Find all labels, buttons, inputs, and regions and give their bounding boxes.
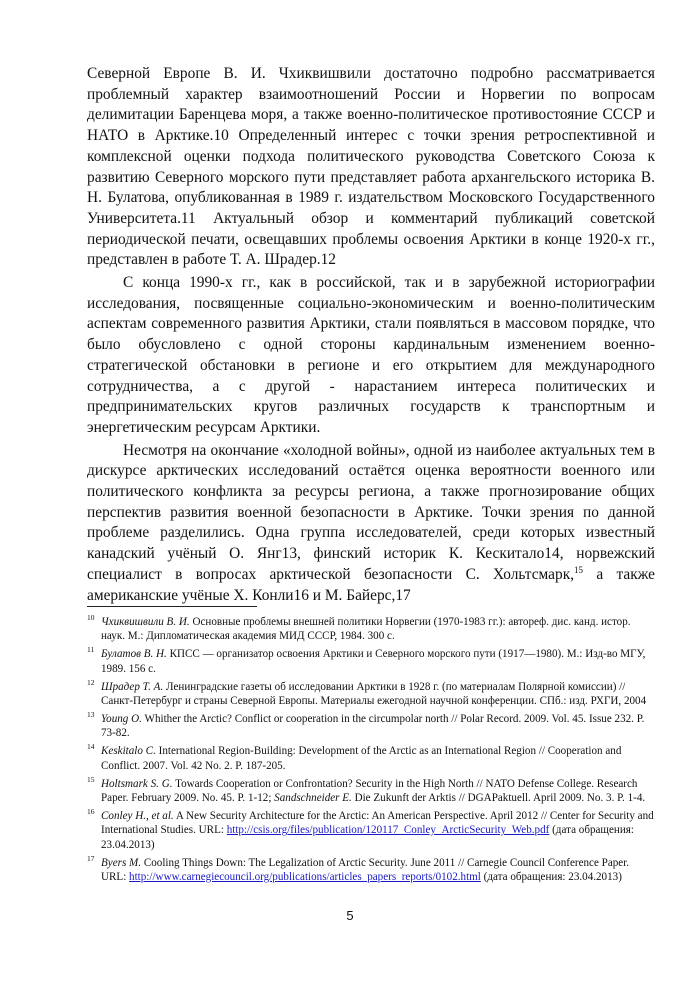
footnote-number: 12	[87, 677, 95, 687]
footnote-access-date: (дата обращения: 23.04.2013)	[480, 871, 622, 883]
footnote-text: Основные проблемы внешней политики Норвегии (1970-1983 гг.): автореф. дис. канд. истор. наук. М.: Дипломатическая академия МИД СССР, 1984. 300 с.	[101, 616, 631, 643]
footnote-text: Die Zukunft der Arktis // DGAPaktuell. April 2009. No. 3. P. 1-4.	[351, 791, 646, 804]
paragraph-1	[87, 64, 655, 271]
footnote-text: A New Security Architecture for the Arctic: An American Perspective. April 2012 // Center for Security and International Studies. URL:	[101, 809, 654, 837]
paragraph-2	[87, 273, 655, 439]
footnote	[87, 853, 655, 885]
footnote-access-date: (дата обращения: 23.04.2013)	[101, 824, 634, 851]
footnote-url-link[interactable]: http://csis.org/files/publication/120117_Conley_ArcticSecurity_Web.pdf	[226, 824, 550, 837]
paragraph-3	[87, 441, 655, 607]
footnote-text: Towards Cooperation or Confrontation? Security in the High North // NATO Defense College. Research Paper. February 2009. No. 45. P. 1-12;	[101, 777, 638, 804]
footnote	[87, 774, 655, 806]
footnote-number: 10	[87, 613, 95, 622]
footnote-author: Conley H., et al.	[101, 809, 174, 822]
paragraph-text: Северной Европе В. И. Чхиквишвили достаточно подробно рассматривается проблемный характер взаимоотношений России и Норвегии по вопросам делимитации Баренцева моря, а также военно-политическое противостояние СССР и НАТО в Арктике.10 Определенный интерес с точки зрения ретроспективной и комплексной оценки подхода политического руководства Советского Союза к развитию Северного морского пути представляет работа архангельского историка В. Н. Булатова, опубликованная в 1989 г. издательством Московского Государственного Университета.11 Актуальный обзор и комментарий публикаций советской периодической печати, освещавших проблемы освоения Арктики в конце 1920-х гг., представлен в работе Т. А. Шрадер.12	[87, 65, 655, 269]
footnote-author: Sandschneider E.	[274, 791, 352, 804]
footnote-number: 16	[87, 806, 95, 816]
footnote-author: Byers M.	[101, 856, 142, 869]
footnote-text: International Region-Building: Development of the Arctic as an International Region // Cooperation and Conflict. 2007. Vol. 42 No. 2. P. 187-205.	[101, 745, 622, 772]
paragraph-text: а также американские учёные Х. Конли16 и М. Байерс,17	[87, 565, 656, 604]
footnote-author: Булатов В. Н.	[101, 648, 167, 661]
footnote-author: Чхиквишвили В. И.	[101, 616, 190, 628]
footnote-number: 17	[87, 853, 95, 863]
footnote-ref: 15	[574, 564, 584, 575]
footnote-author: Holtsmark S. G.	[101, 777, 173, 790]
paragraph-text: Несмотря на окончание «холодной войны», одной из наиболее актуальных тем в дискурсе арктических исследований остаётся оценка вероятности военного или политического конфликта за ресурсы региона, а также прогнозирование общих перспектив развития военной безопасности в Арктике. Точки зрения по данной проблеме разделились. Одна группа исследователей, среди которых известный канадский учёный О. Янг13, финский историк К. Кескитало14, норвежский специалист в вопросах арктической безопасности С. Хольтсмарк,	[87, 441, 655, 583]
footnote	[87, 615, 655, 644]
footnote	[87, 744, 655, 773]
footnote-number: 13	[87, 709, 95, 719]
footnotes	[87, 615, 655, 888]
footnote-number: 15	[87, 774, 95, 784]
footnote-number: 14	[87, 742, 95, 752]
page-number: 5	[346, 908, 354, 923]
footnote-number: 11	[87, 645, 95, 655]
footnote-url-link[interactable]: http://www.carnegiecouncil.org/publications/articles_papers_reports/0102.html	[129, 871, 481, 883]
footnote	[87, 647, 655, 676]
footnote-author: Keskitalo C.	[101, 745, 156, 758]
footnote	[87, 677, 655, 709]
footnote-text: Whither the Arctic? Conflict or cooperation in the circumpolar north // Polar Record. 2009. Vol. 45. Issue 232. P. 73-82.	[101, 712, 645, 740]
footnote	[87, 806, 655, 852]
footnote-text: КПСС — организатор освоения Арктики и Северного морского пути (1917—1980). М.: Изд-во МГУ, 1989. 156 с.	[101, 648, 646, 675]
footnote-text: Ленинградские газеты об исследовании Арктики в 1928 г. (по материалам Полярной комиссии) // Санкт-Петербург и страны Северной Европы. Материалы ежегодной научной конференции. СПб.: изд. РХГИ, 2004	[101, 680, 647, 708]
footnote-author: Шрадер Т. А.	[101, 680, 164, 693]
paragraph-text: С конца 1990-х гг., как в российской, так и в зарубежной историографии исследования, посвященные социально-экономическим и военно-политическим аспектам современного развития Арктики, стали появляться в массовом порядке, что было обусловлено с одной стороны кардинальным изменением военно-стратегической обстановки в регионе и его открытием для международного сотрудничества, а с другой - нарастанием интереса политических и предпринимательских кругов различных государств к транспортным и энергетическим ресурсам Арктики.	[87, 274, 655, 436]
main-text	[87, 64, 655, 606]
footnote-text: Cooling Things Down: The Legalization of Arctic Security. June 2011 // Carnegie Council Conference Paper. URL:	[101, 856, 630, 883]
footnote-author: Young O.	[101, 712, 142, 725]
footnote-separator	[87, 606, 257, 607]
footnote	[87, 709, 655, 741]
